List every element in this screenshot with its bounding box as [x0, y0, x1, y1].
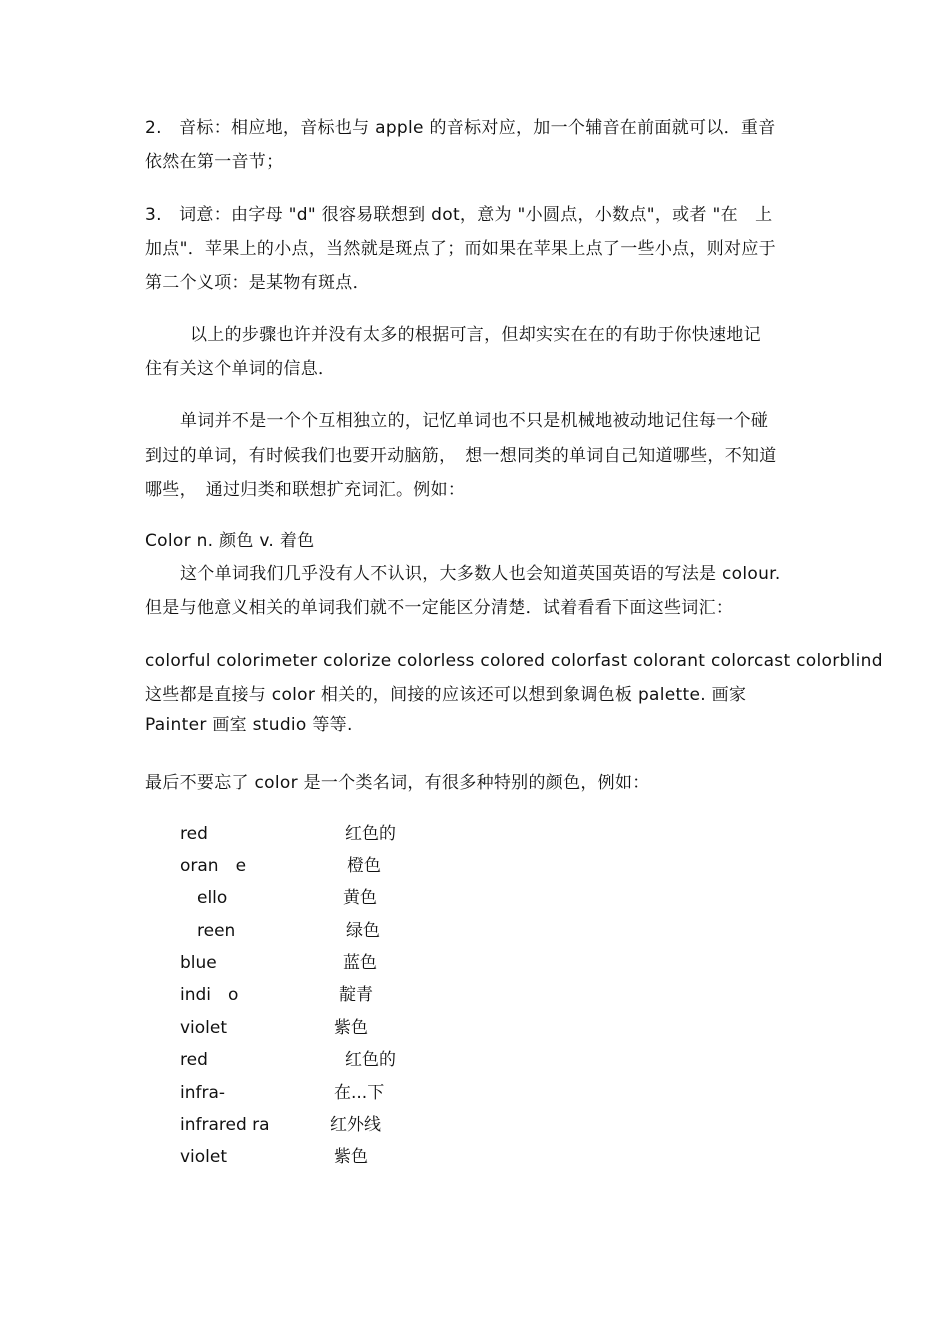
paragraph-4-line-1: 以上的步骤也许并没有太多的根据可言，但却实实在在的有助于你快速地记: [190, 325, 761, 345]
vocab-english: blue: [180, 953, 217, 973]
paragraph-3-line-1: 3. 词意：由字母 "d" 很容易联想到 dot，意为 "小圆点，小数点"，或者 "在 上: [145, 205, 773, 225]
paragraph-7-line-1: colorful colorimeter colorize colorless colored colorfast colorant colorcast colorblind: [145, 651, 883, 671]
vocab-english: reen: [180, 921, 236, 941]
paragraph-8-line-1: 最后不要忘了 color 是一个类名词，有很多种特别的颜色，例如：: [145, 773, 650, 793]
vocab-english: red: [180, 824, 208, 844]
vocab-english: violet: [180, 1147, 228, 1167]
vocab-chinese: 在...下: [334, 1083, 385, 1103]
vocab-chinese: 紫色: [334, 1147, 368, 1167]
vocab-chinese: 靛青: [339, 985, 373, 1005]
paragraph-3-line-3: 第二个义项：是某物有斑点．: [145, 273, 370, 293]
vocab-chinese: 红外线: [330, 1115, 381, 1135]
vocab-chinese: 绿色: [346, 921, 380, 941]
vocab-english: violet: [180, 1018, 228, 1038]
vocab-english: ello: [180, 888, 228, 908]
paragraph-3-line-2: 加点"．苹果上的小点，当然就是斑点了；而如果在苹果上点了一些小点，则对应于: [145, 239, 776, 259]
vocab-chinese: 红色的: [345, 824, 396, 844]
paragraph-6-line-2: 这个单词我们几乎没有人不认识，大多数人也会知道英国英语的写法是 colour.: [180, 564, 781, 584]
paragraph-7-line-2: 这些都是直接与 color 相关的，间接的应该还可以想到象调色板 palette. 画家: [145, 685, 747, 705]
paragraph-4-line-2: 住有关这个单词的信息．: [145, 359, 336, 379]
paragraph-2-line-2: 依然在第一音节；: [145, 152, 284, 172]
vocab-chinese: 蓝色: [343, 953, 377, 973]
paragraph-7-line-3: Painter 画室 studio 等等.: [145, 715, 353, 735]
paragraph-5-line-2: 到过的单词，有时候我们也要开动脑筋， 想一想同类的单词自己知道哪些，不知道: [145, 446, 777, 466]
paragraph-6-line-3: 但是与他意义相关的单词我们就不一定能区分清楚．试着看看下面这些词汇：: [145, 598, 734, 618]
paragraph-5-line-3: 哪些， 通过归类和联想扩充词汇。例如：: [145, 480, 466, 500]
vocab-english: red: [180, 1050, 208, 1070]
paragraph-5-line-1: 单词并不是一个个互相独立的，记忆单词也不只是机械地被动地记住每一个碰: [180, 411, 769, 431]
paragraph-6-line-1: Color n. 颜色 v. 着色: [145, 531, 315, 551]
vocab-chinese: 红色的: [345, 1050, 396, 1070]
vocab-chinese: 黄色: [343, 888, 377, 908]
vocab-chinese: 紫色: [334, 1018, 368, 1038]
vocab-chinese: 橙色: [347, 856, 381, 876]
vocab-english: infra-: [180, 1083, 226, 1103]
vocab-english: infrared ra: [180, 1115, 270, 1135]
paragraph-2-line-1: 2. 音标：相应地，音标也与 apple 的音标对应，加一个辅音在前面就可以．重音: [145, 118, 776, 138]
vocab-english: oran e: [180, 856, 247, 876]
vocab-english: indi o: [180, 985, 239, 1005]
